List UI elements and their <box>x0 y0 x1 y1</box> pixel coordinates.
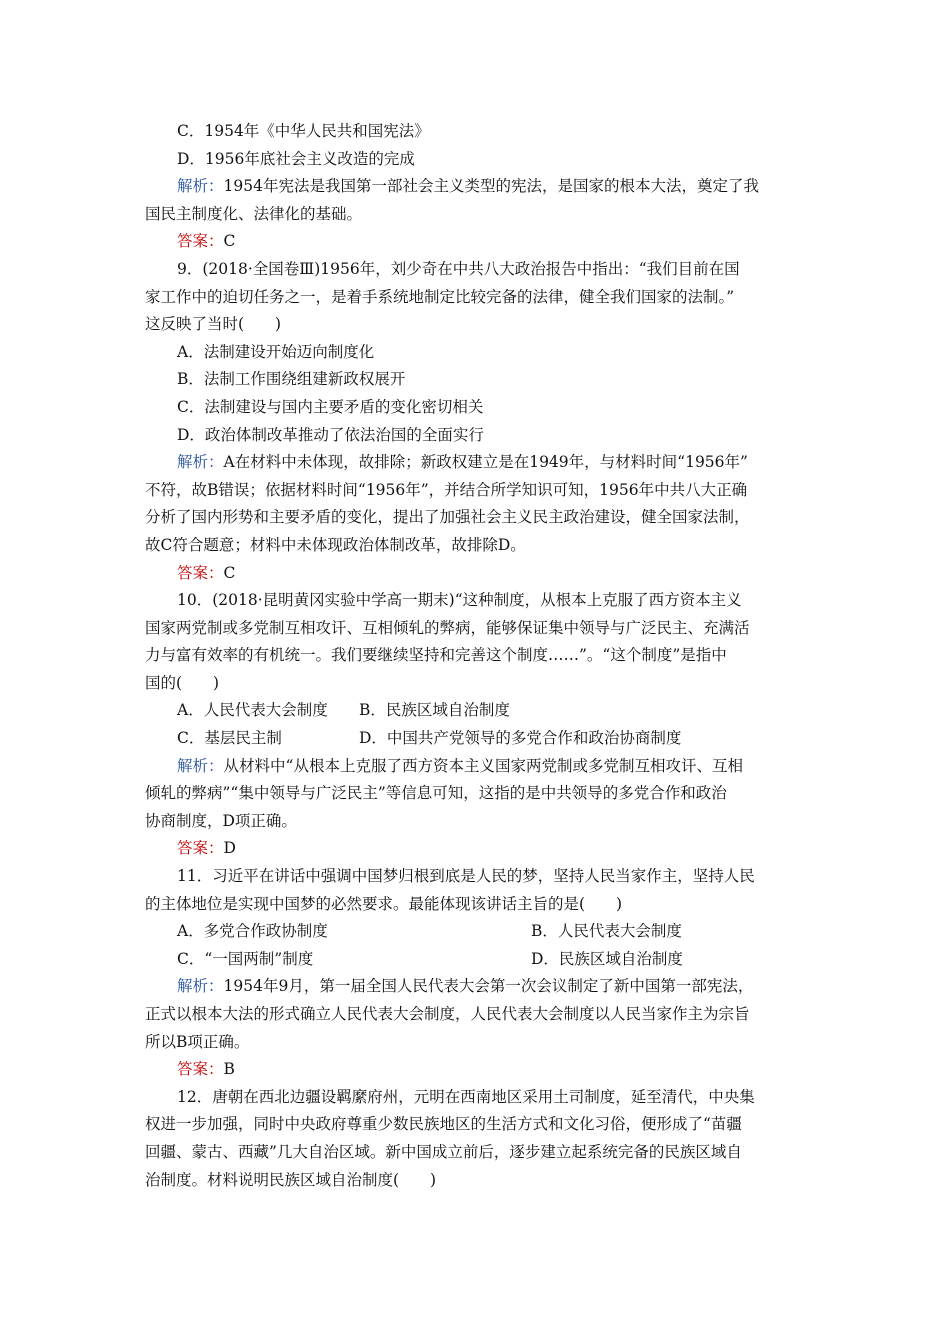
q9-stem-line-1: 9．(2018·全国卷Ⅲ)1956年，刘少奇在中共八大政治报告中指出：“我们目前在国 <box>177 259 740 278</box>
q8-analysis-line-2: 国民主制度化、法律化的基础。 <box>145 204 363 223</box>
q10-option-b: B．民族区域自治制度 <box>359 701 510 720</box>
q12-stem-line-1: 12．唐朝在西北边疆设羁縻府州，元明在西南地区采用土司制度，延至清代，中央集 <box>177 1087 755 1106</box>
q11-analysis-line-2: 正式以根本大法的形式确立人民代表大会制度，人民代表大会制度以人民当家作主为宗旨 <box>145 1005 750 1023</box>
q9-option-d: D．政治体制改革推动了依法治国的全面实行 <box>177 425 484 444</box>
q10-stem-line-1: 10．(2018·昆明黄冈实验中学高一期末)“这种制度，从根本上克服了西方资本主义 <box>177 591 742 610</box>
q9-option-c: C．法制建设与国内主要矛盾的变化密切相关 <box>177 397 484 416</box>
q11-options-row-1 <box>145 918 810 946</box>
q10-options-row-1 <box>145 697 810 725</box>
q10-stem-line-3: 力与富有效率的有机统一。我们要继续坚持和完善这个制度……”。“这个制度”是指中 <box>145 646 727 665</box>
q11-analysis-line-1 <box>145 973 810 1001</box>
q9-answer-value: C <box>223 563 236 582</box>
q9-analysis-text: A在材料中未体现，故排除；新政权建立是在1949年，与材料时间“1956年” <box>223 453 748 472</box>
q11-options-row-2 <box>145 946 810 974</box>
q10-answer <box>145 835 810 863</box>
exam-page <box>145 118 810 1194</box>
q8-answer-value: C <box>223 232 236 251</box>
q11-option-a: A．多党合作政协制度 <box>177 922 328 941</box>
answer-label: 答案： <box>177 563 224 582</box>
q9-option-b: B．法制工作围绕组建新政权展开 <box>177 370 406 389</box>
q10-analysis-line-3: 协商制度，D项正确。 <box>145 811 297 830</box>
q11-option-c: C．“一国两制”制度 <box>177 949 314 968</box>
q12-stem-line-3: 回疆、蒙古、西藏”几大自治区域。新中国成立前后，逐步建立起系统完备的民族区域自 <box>145 1142 742 1161</box>
answer-label: 答案： <box>177 839 224 858</box>
q11-option-b: B．人民代表大会制度 <box>531 922 682 941</box>
q10-stem-line-4: 国的( ) <box>145 673 220 692</box>
q9-stem-line-3: 这反映了当时( ) <box>145 315 282 334</box>
q8-option-c: C．1954年《中华人民共和国宪法》 <box>177 122 430 140</box>
q12-stem-line-4: 治制度。材料说明民族区域自治制度( ) <box>145 1170 437 1189</box>
q11-analysis-line-3: 所以B项正确。 <box>145 1032 250 1051</box>
q10-stem-line-2: 国家两党制或多党制互相攻讦、互相倾轧的弊病，能够保证集中领导与广泛民主、充满活 <box>145 618 750 637</box>
q11-stem-line-1: 11．习近平在讲话中强调中国梦归根到底是人民的梦，坚持人民当家作主，坚持人民 <box>177 867 755 886</box>
q9-analysis-line-2: 不符，故B错误；依据材料时间“1956年”，并结合所学知识可知，1956年中共八大正确 <box>145 480 748 499</box>
answer-label: 答案： <box>177 1060 224 1079</box>
q9-analysis-line-3: 分析了国内形势和主要矛盾的变化，提出了加强社会主义民主政治建设，健全国家法制， <box>145 508 750 527</box>
q8-analysis-text: 1954年宪法是我国第一部社会主义类型的宪法，是国家的根本大法，奠定了我 <box>223 177 759 196</box>
answer-label: 答案： <box>177 232 224 251</box>
q8-analysis-line-1 <box>145 173 810 201</box>
q11-option-d: D．民族区域自治制度 <box>531 949 683 968</box>
q8-option-d: D．1956年底社会主义改造的完成 <box>177 149 415 168</box>
analysis-label: 解析： <box>177 756 224 775</box>
q9-stem-line-2: 家工作中的迫切任务之一，是着手系统地制定比较完备的法律，健全我们国家的法制。” <box>145 287 735 306</box>
q12-stem-line-2: 权进一步加强，同时中央政府尊重少数民族地区的生活方式和文化习俗，便形成了“苗疆 <box>145 1115 742 1134</box>
q11-analysis-text: 1954年9月，第一届全国人民代表大会第一次会议制定了新中国第一部宪法， <box>223 977 754 996</box>
q10-option-c: C．基层民主制 <box>177 729 282 748</box>
q10-analysis-line-2: 倾轧的弊病”“集中领导与广泛民主”等信息可知，这指的是中共领导的多党合作和政治 <box>145 784 727 803</box>
analysis-label: 解析： <box>177 177 224 196</box>
analysis-label: 解析： <box>177 977 224 996</box>
q10-option-a: A．人民代表大会制度 <box>177 701 328 720</box>
q11-stem-line-2: 的主体地位是实现中国梦的必然要求。最能体现该讲话主旨的是( ) <box>145 894 623 913</box>
q9-answer <box>145 560 810 588</box>
q9-option-a: A．法制建设开始迈向制度化 <box>177 342 375 361</box>
q11-answer <box>145 1056 810 1084</box>
q8-answer <box>145 228 810 256</box>
q9-analysis-line-4: 故C符合题意；材料中未体现政治体制改革，故排除D。 <box>145 535 526 554</box>
q10-option-d: D．中国共产党领导的多党合作和政治协商制度 <box>359 729 682 748</box>
q9-analysis-line-1 <box>145 449 810 477</box>
analysis-label: 解析： <box>177 453 224 472</box>
q11-answer-value: B <box>223 1060 235 1079</box>
q10-answer-value: D <box>223 839 236 858</box>
q10-analysis-line-1 <box>145 753 810 781</box>
q10-analysis-text: 从材料中“从根本上克服了西方资本主义国家两党制或多党制互相攻讦、互相 <box>223 756 743 775</box>
q10-options-row-2 <box>145 725 810 753</box>
